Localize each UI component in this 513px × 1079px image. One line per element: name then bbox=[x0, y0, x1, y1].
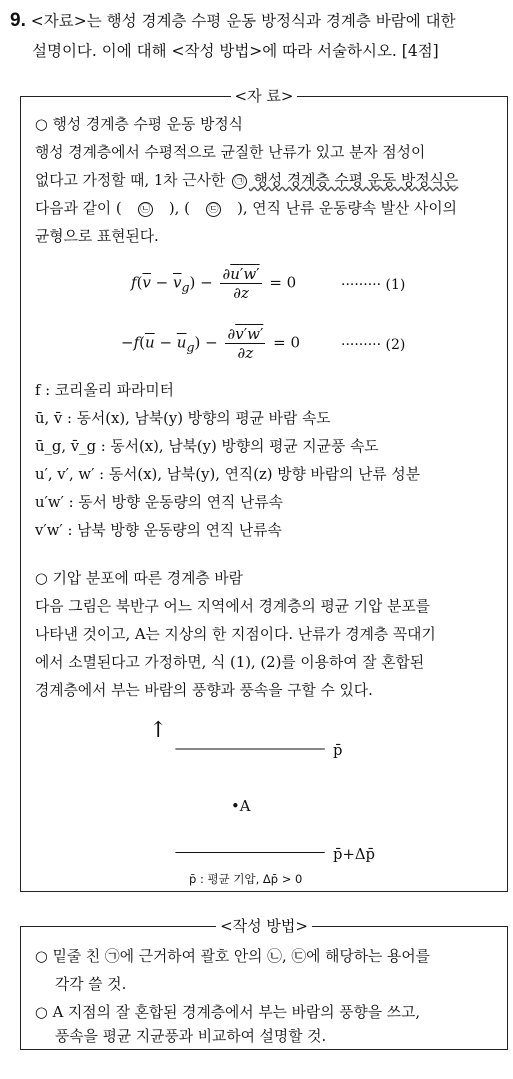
blank-c: ㉢ bbox=[206, 202, 221, 217]
method-item1-line2: 각각 쓸 것. bbox=[55, 976, 127, 993]
para2-line2: 나타낸 것이고, A는 지상의 한 지점이다. 난류가 경계층 꼭대기 bbox=[35, 626, 436, 643]
method-title: <작성 방법> bbox=[216, 917, 312, 935]
para1-line1: 행성 경계층에서 수평적으로 균질한 난류가 있고 분자 점성이 bbox=[35, 144, 426, 161]
method-box bbox=[20, 917, 508, 1050]
blank-b: ㉡ bbox=[138, 202, 153, 217]
para1-line4: 균형으로 표현된다. bbox=[35, 228, 159, 245]
marker-a: ㉠ bbox=[232, 174, 247, 189]
method-item1-line1: ○ 밑줄 친 ㉠에 근거하여 괄호 안의 ㉡, ㉢에 해당하는 용어를 bbox=[35, 948, 430, 965]
method-item2-line2: 풍속을 평균 지균풍과 비교하여 설명할 것. bbox=[55, 1028, 327, 1045]
para2-line4: 경계층에서 부는 바람의 풍향과 풍속을 구할 수 있다. bbox=[35, 682, 373, 699]
definition-prime: u′, v′, w′ : 동서(x), 남북(y), 연직(z) 방향 바람의 난류 성분 bbox=[35, 466, 421, 483]
para2-line1: 다음 그림은 북반구 어느 지역에서 경계층의 평균 기압 분포를 bbox=[35, 598, 430, 615]
definition-uw: u′w′ : 동서 방향 운동량의 연직 난류속 bbox=[35, 494, 283, 511]
point-a: •A bbox=[231, 798, 251, 815]
section1-heading: ○ 행성 경계층 수평 운동 방정식 bbox=[35, 116, 243, 133]
question-line-1: <자료>는 행성 경계층 수평 운동 방정식과 경계층 바람에 대한 bbox=[30, 12, 456, 30]
question-line-2: 설명이다. 이에 대해 <작성 방법>에 따라 서술하시오. [4점] bbox=[32, 42, 439, 60]
equation-1: $f(\overline{v} - \overline{v}_g)$ − $\frac{\partial u'w'}{\partial z}$ = 0 bbox=[131, 265, 297, 302]
definition-f: f : 코리올리 파라미터 bbox=[35, 382, 174, 399]
material-title: <자 료> bbox=[231, 87, 298, 105]
equation-1-number: ········· (1) bbox=[341, 277, 406, 293]
definition-ug: ū_g, v̄_g : 동서(x), 남북(y) 방향의 평균 지균풍 속도 bbox=[35, 438, 379, 455]
method-item2-line1: ○ A 지점의 잘 혼합된 경계층에서 부는 바람의 풍향을 쓰고, bbox=[35, 1004, 421, 1021]
equation-2-number: ········· (2) bbox=[341, 337, 406, 353]
equation-2: $-f(\overline{u} - \overline{u}_g)$ − $\frac{\partial v'w'}{\partial z}$ = 0 bbox=[121, 325, 300, 362]
definition-uv: ū, v̄ : 동서(x), 남북(y) 방향의 평균 바람 속도 bbox=[35, 410, 331, 427]
para1-line3: 다음과 같이 ( ㉡ ), ( ㉢ ), 연직 난류 운동량속 발산 사이의 bbox=[35, 200, 457, 217]
isobar-lower-label: p̄+Δp̄ bbox=[333, 846, 376, 863]
material-box bbox=[20, 87, 508, 892]
isobar-upper-label: p̄ bbox=[333, 742, 343, 759]
question-header bbox=[10, 6, 505, 66]
section2-heading: ○ 기압 분포에 따른 경계층 바람 bbox=[35, 570, 243, 587]
para1-line2: 없다고 가정할 때, 1차 근사한 ㉠ 행성 경계층 수평 운동 방정식은 bbox=[35, 172, 459, 189]
diagram-caption: p̄ : 평균 기압, Δp̄ > 0 bbox=[189, 872, 303, 886]
para2-line3: 에서 소멸된다고 가정하면, 식 (1), (2)를 이용하여 잘 혼합된 bbox=[35, 654, 425, 671]
north-arrow-icon: ↑ bbox=[149, 718, 168, 743]
question-number: 9. bbox=[10, 10, 26, 31]
definition-vw: v′w′ : 남북 방향 운동량의 연직 난류속 bbox=[35, 522, 282, 539]
